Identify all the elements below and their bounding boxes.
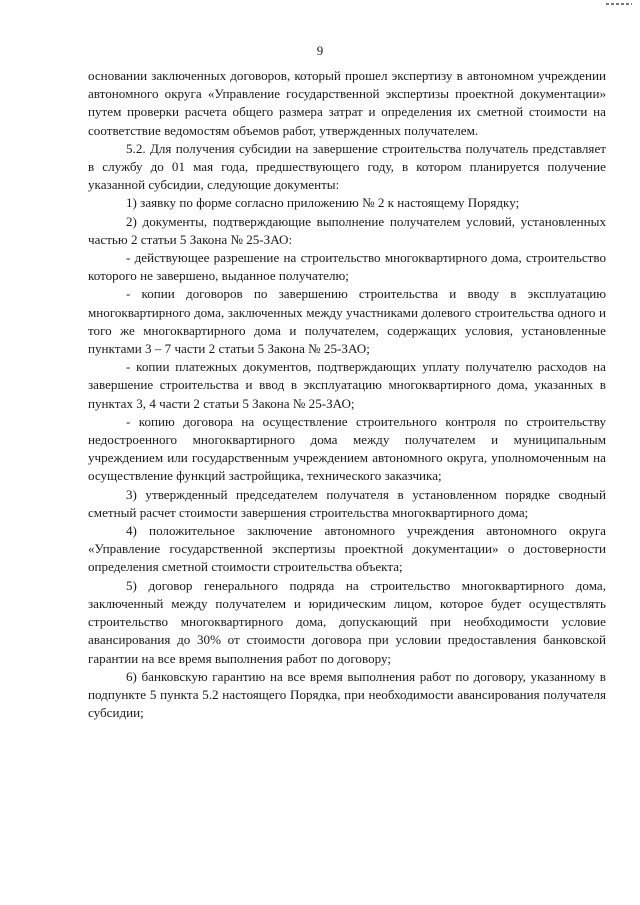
sub-item-contracts: - копии договоров по завершению строительства и вводу в эксплуатацию многоквартирного дома, заключенных между участниками долевого строительства одного и того же многоквартирного дома и получателем, содержащих условия, установленные пунктами 3 – 7 части 2 статьи 5 Закона № 25-ЗАО; <box>88 286 606 357</box>
paragraph-continuation: основании заключенных договоров, который прошел экспертизу в автономном учреждении автономного округа «Управление государственной экспертизы проектной документации» путем проверки расчета общего размера затрат и определения их сметной стоимости на соответствие ведомостям объемов работ, утвержденных получателем. <box>88 68 606 138</box>
list-item-1: 1) заявку по форме согласно приложению № 2 к настоящему Порядку; <box>126 195 520 211</box>
list-item-6: 6) банковскую гарантию на все время выполнения работ по договору, указанному в подпункте 5 пункта 5.2 настоящего Порядка, при необходимости авансирования получателя субсидии; <box>88 668 606 721</box>
corner-scan-mark <box>606 3 632 5</box>
list-item-3: 3) утвержденный председателем получателя в установленном порядке сводный сметный расчет стоимости завершения строительства многоквартирного дома; <box>88 486 606 520</box>
document-body <box>88 67 606 722</box>
list-item-4: 4) положительное заключение автономного учреждения автономного округа «Управление государственной экспертизы проектной документации» о достоверности определения сметной стоимости строительства объекта; <box>88 523 606 575</box>
list-item-5: 5) договор генерального подряда на строительство многоквартирного дома, заключенный между получателем и юридическим лицом, которое будет осуществлять строительство многоквартирного дома, допускающий при необходимости условие авансирования до 30% от стоимости договора при условии предоставления банковской гарантии на все время выполнения работ по договору; <box>88 577 606 666</box>
sub-item-permit: - действующее разрешение на строительство многоквартирного дома, строительство которого не завершено, выданное получателю; <box>88 250 606 284</box>
paragraph-5-2: 5.2. Для получения субсидии на завершение строительства получатель представляет в службу до 01 мая года, предшествующего году, в котором планируется получение указанной субсидии, следующие документы: <box>88 140 606 193</box>
sub-item-control-contract: - копию договора на осуществление строительного контроля по строительству недостроенного многоквартирного дома между получателем и муниципальным учреждением или государственным учреждением автономного округа, уполномоченным на осуществление функций застройщика, технического заказчика; <box>88 413 606 484</box>
page-number: 9 <box>316 43 324 58</box>
sub-item-payments: - копии платежных документов, подтверждающих уплату получателю расходов на завершение строительства и ввод в эксплуатацию многоквартирного дома, указанных в пунктах 3, 4 части 2 статьи 5 Закона № 25-ЗАО; <box>88 359 606 411</box>
list-item-2: 2) документы, подтверждающие выполнение получателем условий, установленных частью 2 статьи 5 Закона № 25-ЗАО: <box>88 213 606 247</box>
